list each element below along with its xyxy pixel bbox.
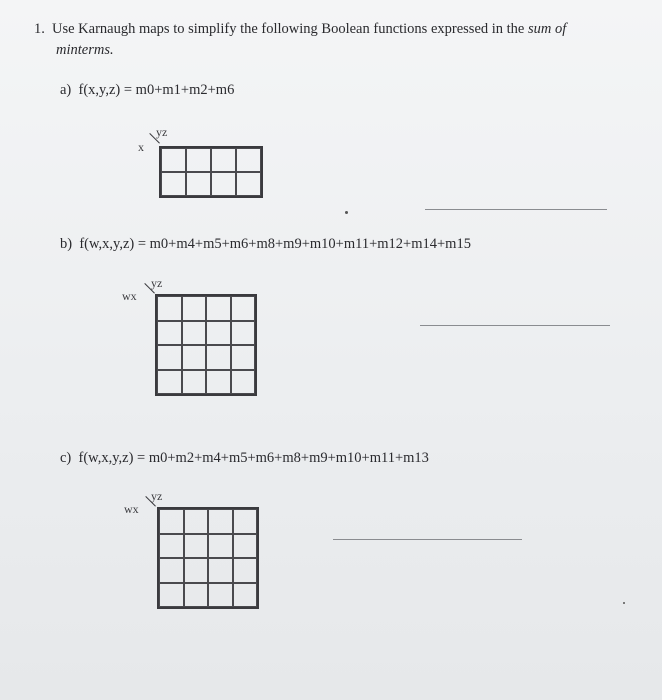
part-a-col-var: yz: [156, 125, 168, 139]
kmap-cell[interactable]: [231, 370, 256, 395]
part-a-answer-line[interactable]: [425, 209, 607, 210]
part-b-col-var: yz: [151, 276, 163, 290]
kmap-cell[interactable]: [236, 172, 261, 196]
kmap-cell[interactable]: [211, 148, 236, 172]
kmap-cell[interactable]: [182, 296, 207, 321]
kmap-cell[interactable]: [184, 534, 209, 559]
part-b-answer-line[interactable]: [420, 325, 610, 326]
part-c-label: c): [60, 450, 72, 466]
part-b-prompt: [60, 236, 471, 253]
question-text-main: Use Karnaugh maps to simplify the following Boolean functions expressed in the: [52, 21, 525, 37]
kmap-cell[interactable]: [182, 345, 207, 370]
paper-speck: [623, 602, 625, 604]
part-c-function: f(w,x,y,z) = m0+m2+m4+m5+m6+m8+m9+m10+m11+m13: [78, 450, 429, 466]
kmap-cell[interactable]: [233, 534, 258, 559]
kmap-cell[interactable]: [157, 370, 182, 395]
paper-speck: [345, 211, 348, 214]
question-number: 1.: [34, 21, 45, 37]
part-b-function: f(w,x,y,z) = m0+m4+m5+m6+m8+m9+m10+m11+m12+m14+m15: [79, 236, 471, 252]
kmap-cell[interactable]: [233, 583, 258, 608]
question-text-continued: minterms.: [56, 42, 114, 58]
part-a-label: a): [60, 82, 72, 98]
kmap-cell[interactable]: [206, 321, 231, 346]
kmap-cell[interactable]: [184, 583, 209, 608]
part-b-kmap-grid: [155, 294, 257, 396]
kmap-cell[interactable]: [159, 534, 184, 559]
part-a-function: f(x,y,z) = m0+m1+m2+m6: [78, 82, 235, 98]
part-c-col-var: yz: [151, 489, 163, 503]
kmap-cell[interactable]: [231, 345, 256, 370]
question-text: [52, 21, 566, 38]
kmap-cell[interactable]: [206, 296, 231, 321]
kmap-cell[interactable]: [182, 370, 207, 395]
kmap-cell[interactable]: [231, 296, 256, 321]
kmap-cell[interactable]: [206, 370, 231, 395]
kmap-cell[interactable]: [157, 321, 182, 346]
part-c-prompt: [60, 450, 429, 467]
kmap-cell[interactable]: [157, 345, 182, 370]
question-text-emphasis: sum of: [528, 21, 567, 37]
kmap-cell[interactable]: [157, 296, 182, 321]
kmap-cell[interactable]: [208, 509, 233, 534]
kmap-cell[interactable]: [182, 321, 207, 346]
kmap-cell[interactable]: [159, 509, 184, 534]
kmap-cell[interactable]: [206, 345, 231, 370]
part-c-kmap-grid: [157, 507, 259, 609]
part-b-label: b): [60, 236, 73, 252]
kmap-cell[interactable]: [208, 534, 233, 559]
part-a-row-var: x: [138, 140, 144, 154]
kmap-cell[interactable]: [236, 148, 261, 172]
kmap-cell[interactable]: [211, 172, 236, 196]
kmap-cell[interactable]: [231, 321, 256, 346]
kmap-cell[interactable]: [233, 509, 258, 534]
kmap-cell[interactable]: [208, 583, 233, 608]
part-a-prompt: [60, 82, 234, 99]
kmap-cell[interactable]: [208, 558, 233, 583]
kmap-cell[interactable]: [184, 509, 209, 534]
kmap-cell[interactable]: [184, 558, 209, 583]
kmap-cell[interactable]: [186, 172, 211, 196]
part-b-row-var: wx: [122, 289, 137, 303]
part-c-answer-line[interactable]: [333, 539, 522, 540]
kmap-cell[interactable]: [233, 558, 258, 583]
kmap-cell[interactable]: [161, 148, 186, 172]
kmap-cell[interactable]: [159, 558, 184, 583]
kmap-cell[interactable]: [159, 583, 184, 608]
part-c-row-var: wx: [124, 502, 139, 516]
part-a-kmap-grid: [159, 146, 263, 198]
kmap-cell[interactable]: [186, 148, 211, 172]
kmap-cell[interactable]: [161, 172, 186, 196]
